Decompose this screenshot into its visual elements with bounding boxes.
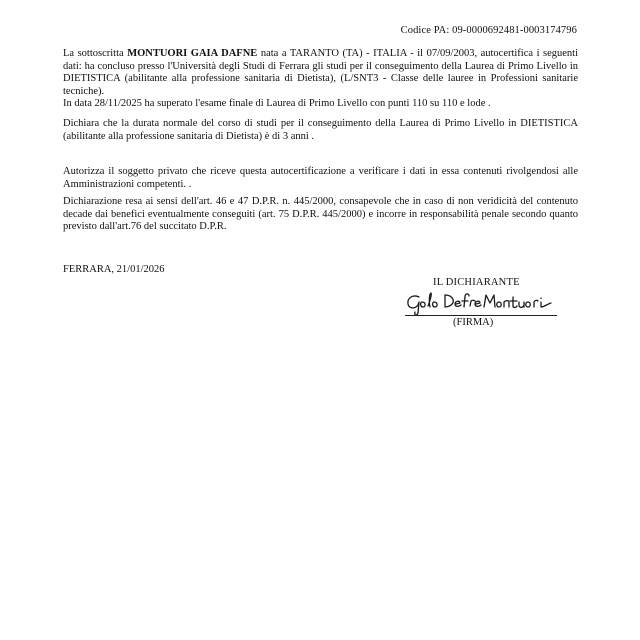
intro-text: [63, 48, 578, 98]
declaration-paragraph: [63, 48, 578, 111]
duration-paragraph: Dichiara che la durata normale del corso di studi per il conseguimento della Laurea di Primo Livello in DIETISTICA (abilitante alla professione sanitaria di Dietista) è di 3 anni .: [63, 118, 578, 142]
signature-line: [405, 315, 557, 316]
intro-rest: nata a TARANTO (TA) - ITALIA - il 07/09/2003, autocertifica i seguenti dati: ha concluso presso l'Università degli Studi di Ferrara gli studi per il conseguimento della Laurea di Primo Livello in DIETISTICA (abilitante alla professione sanitaria di Dietista), (L/SNT3 - Classe delle lauree in Professioni sanitarie tecniche).: [63, 48, 578, 97]
authorization-paragraph: Autorizza il soggetto privato che riceve questa autocertificazione a verificare i dati in essa contenuti rivolgendosi alle Amministrazioni competenti. .: [63, 166, 578, 190]
legal-paragraph: Dichiarazione resa ai sensi dell'art. 46 e 47 D.P.R. n. 445/2000, consapevole che in caso di non veridicità del contenuto decade dai benefici eventualmente conseguiti (art. 75 D.P.R. 445/2000) e incorre in responsabilità penale secondo quanto previsto dall'art.76 del succitato D.P.R.: [63, 196, 578, 233]
declarant-name: MONTUORI GAIA DAFNE: [127, 48, 258, 59]
handwritten-signature: [405, 287, 565, 317]
exam-line: In data 28/11/2025 ha superato l'esame finale di Laurea di Primo Livello con punti 110 su 110 e lode .: [63, 98, 491, 110]
intro-prefix: La sottoscritta: [63, 48, 128, 59]
signature-heading: IL DICHIARANTE: [433, 277, 520, 288]
place-date: FERRARA, 21/01/2026: [63, 264, 165, 275]
signature-caption: (FIRMA): [453, 317, 494, 328]
signature-block: [405, 277, 565, 333]
codice-pa: Codice PA: 09-0000692481-0003174796: [400, 25, 577, 36]
